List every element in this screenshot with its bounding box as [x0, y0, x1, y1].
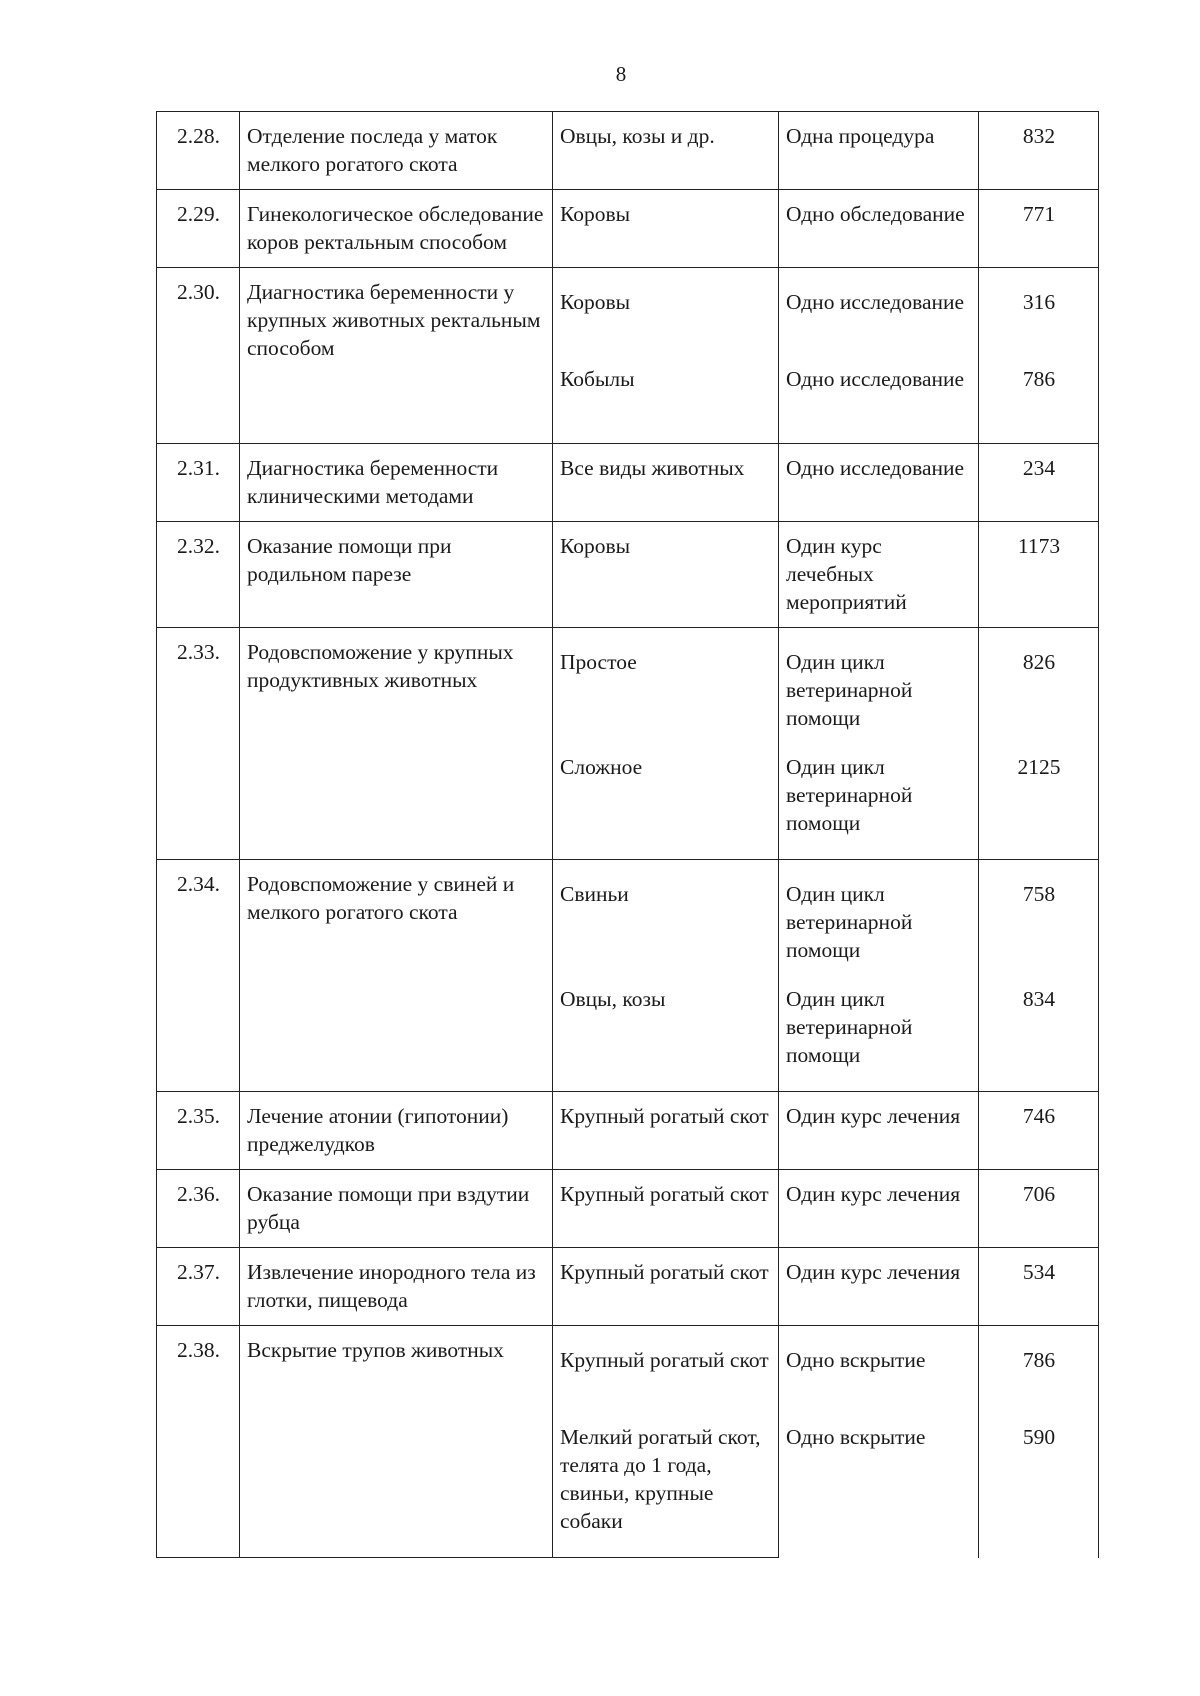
- table-row: [157, 190, 1099, 268]
- animal-type: Овцы, козы: [560, 987, 666, 1011]
- table-row: [157, 522, 1099, 628]
- animal-type: Крупный рогатый скот: [553, 1248, 779, 1326]
- animal-type-cell: [553, 860, 779, 1092]
- service-name: Диагностика беременности клиническими методами: [240, 444, 553, 522]
- price-value: 2125: [1017, 755, 1061, 779]
- animal-type-cell: [553, 628, 779, 860]
- price-cell: [979, 1326, 1099, 1558]
- measure-unit: Одно вскрытие: [786, 1425, 926, 1449]
- measure-unit: Один цикл ветеринарной помощи: [786, 755, 913, 835]
- table-row: [157, 1248, 1099, 1326]
- price-value: 706: [979, 1170, 1099, 1248]
- animal-type: Крупный рогатый скот: [553, 1170, 779, 1248]
- service-name: Вскрытие трупов животных: [240, 1326, 553, 1558]
- animal-type: Простое: [560, 650, 637, 674]
- price-value: 832: [979, 112, 1099, 190]
- table-row: [157, 112, 1099, 190]
- animal-type: Кобылы: [560, 367, 635, 391]
- measure-unit-cell: [779, 628, 979, 860]
- price-cell: [979, 628, 1099, 860]
- price-value: 316: [1022, 290, 1056, 314]
- table-row: [157, 1092, 1099, 1170]
- price-value: 771: [979, 190, 1099, 268]
- animal-type: Мелкий рогатый скот, телята до 1 года, свиньи, крупные собаки: [560, 1425, 761, 1533]
- service-name: Оказание помощи при вздутии рубца: [240, 1170, 553, 1248]
- service-name: Родовспоможение у крупных продуктивных животных: [240, 628, 553, 860]
- row-number: 2.28.: [157, 112, 240, 190]
- animal-type: Крупный рогатый скот: [560, 1348, 769, 1372]
- measure-unit: Один курс лечебных мероприятий: [779, 522, 979, 628]
- animal-type: Овцы, козы и др.: [553, 112, 779, 190]
- table-row: [157, 268, 1099, 444]
- animal-type: Крупный рогатый скот: [553, 1092, 779, 1170]
- row-number: 2.33.: [157, 628, 240, 860]
- measure-unit-cell: [779, 860, 979, 1092]
- price-table: [156, 111, 1099, 1558]
- measure-unit: Один цикл ветеринарной помощи: [786, 650, 913, 730]
- service-name: Лечение атонии (гипотонии) преджелудков: [240, 1092, 553, 1170]
- measure-unit: Один курс лечения: [779, 1092, 979, 1170]
- page-number: 8: [615, 62, 627, 86]
- row-number: 2.38.: [157, 1326, 240, 1558]
- table-row: [157, 1170, 1099, 1248]
- row-number: 2.29.: [157, 190, 240, 268]
- service-name: Отделение последа у маток мелкого рогатого скота: [240, 112, 553, 190]
- measure-unit: Один курс лечения: [779, 1248, 979, 1326]
- table-row: [157, 1326, 1099, 1558]
- service-name: Извлечение инородного тела из глотки, пищевода: [240, 1248, 553, 1326]
- animal-type-cell: [553, 268, 779, 444]
- measure-unit-cell: [779, 268, 979, 444]
- price-cell: [979, 860, 1099, 1092]
- measure-unit: Один курс лечения: [779, 1170, 979, 1248]
- row-number: 2.35.: [157, 1092, 240, 1170]
- table-row: [157, 860, 1099, 1092]
- price-value: 826: [1022, 650, 1056, 674]
- price-value: 758: [1022, 882, 1056, 906]
- row-number: 2.30.: [157, 268, 240, 444]
- animal-type: Коровы: [553, 190, 779, 268]
- price-value: 786: [1022, 1348, 1056, 1372]
- measure-unit: Одна процедура: [779, 112, 979, 190]
- row-number: 2.36.: [157, 1170, 240, 1248]
- price-value: 1173: [979, 522, 1099, 628]
- animal-type-cell: [553, 1326, 779, 1558]
- row-number: 2.31.: [157, 444, 240, 522]
- price-value: 234: [979, 444, 1099, 522]
- service-name: Оказание помощи при родильном парезе: [240, 522, 553, 628]
- table-row: [157, 628, 1099, 860]
- service-name: Гинекологическое обследование коров ректальным способом: [240, 190, 553, 268]
- animal-type: Свиньи: [560, 882, 629, 906]
- row-number: 2.32.: [157, 522, 240, 628]
- measure-unit-cell: [779, 1326, 979, 1558]
- measure-unit: Одно исследование: [786, 367, 965, 391]
- animal-type: Сложное: [560, 755, 643, 779]
- price-value: 534: [979, 1248, 1099, 1326]
- measure-unit: Одно исследование: [786, 290, 965, 314]
- price-value: 590: [1022, 1425, 1056, 1449]
- animal-type: Коровы: [553, 522, 779, 628]
- measure-unit: Один цикл ветеринарной помощи: [786, 987, 913, 1067]
- measure-unit: Одно исследование: [779, 444, 979, 522]
- price-value: 786: [1022, 367, 1056, 391]
- service-name: Родовспоможение у свиней и мелкого рогатого скота: [240, 860, 553, 1092]
- price-cell: [979, 268, 1099, 444]
- measure-unit: Один цикл ветеринарной помощи: [786, 882, 913, 962]
- measure-unit: Одно обследование: [779, 190, 979, 268]
- measure-unit: Одно вскрытие: [786, 1348, 926, 1372]
- row-number: 2.34.: [157, 860, 240, 1092]
- price-value: 834: [1022, 987, 1056, 1011]
- price-value: 746: [979, 1092, 1099, 1170]
- animal-type: Все виды животных: [553, 444, 779, 522]
- animal-type: Коровы: [560, 290, 631, 314]
- row-number: 2.37.: [157, 1248, 240, 1326]
- service-name: Диагностика беременности у крупных животных ректальным способом: [240, 268, 553, 444]
- table-row: [157, 444, 1099, 522]
